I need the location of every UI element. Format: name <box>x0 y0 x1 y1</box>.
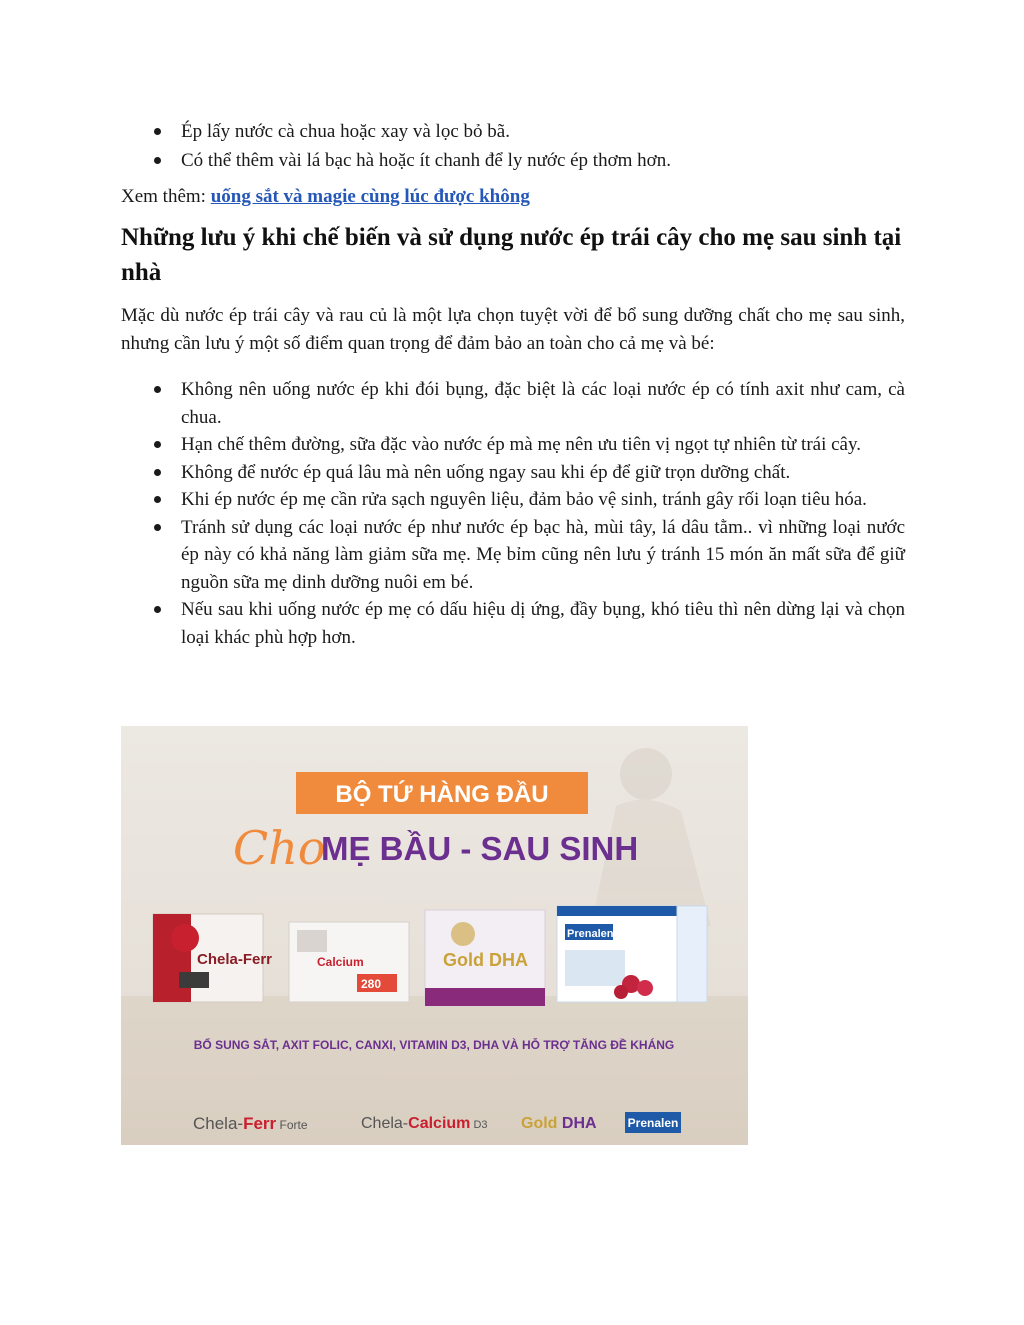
see-more-link[interactable]: uống sắt và magie cùng lúc được không <box>210 186 530 207</box>
logo-prenalen: Prenalen <box>627 1116 679 1130</box>
list-item: Tránh sử dụng các loại nước ép như nước ép bạc hà, mùi tây, lá dâu tằm.. vì những loại nước ép này có khả năng làm giảm sữa mẹ. Mẹ bỉm cũng nên lưu ý tránh 15 món ăn mất sữa để giữ nguồn sữa mẹ dinh dưỡng nuôi em bé. <box>121 514 905 597</box>
product-box-gold-dha <box>425 910 545 1006</box>
list-item: Ép lấy nước cà chua hoặc xay và lọc bỏ bã. <box>121 118 905 147</box>
svg-text:Chela-Ferr: Chela-Ferr <box>197 951 273 968</box>
product-box-prenalen <box>557 906 707 1002</box>
logo-gold-dha: Gold DHA <box>521 1115 597 1132</box>
banner-headline: MẸ BẦU - SAU SINH <box>321 830 639 867</box>
banner-tagline: BỔ SUNG SẮT, AXIT FOLIC, CANXI, VITAMIN D3, DHA VÀ HỖ TRỢ TĂNG ĐỀ KHÁNG <box>193 1038 675 1052</box>
svg-text:Gold DHA: Gold DHA <box>443 950 528 970</box>
product-box-chela-calcium <box>289 922 409 1002</box>
document-body <box>121 118 905 651</box>
see-more-line <box>121 184 905 210</box>
banner-graphic <box>121 726 748 1145</box>
script-word: Cho <box>233 821 326 875</box>
section-heading: Những lưu ý khi chế biến và sử dụng nước ép trái cây cho mẹ sau sinh tại nhà <box>121 224 902 286</box>
logo-chela-ferr: Chela-Ferr Forte <box>193 1114 308 1133</box>
product-banner-image <box>121 726 748 1145</box>
svg-text:Calcium: Calcium <box>317 955 364 969</box>
list-item: Hạn chế thêm đường, sữa đặc vào nước ép mà mẹ nên ưu tiên vị ngọt tự nhiên từ trái cây. <box>121 431 905 459</box>
list-item: Không nên uống nước ép khi đói bụng, đặc biệt là các loại nước ép có tính axit như cam, cà chua. <box>121 376 905 431</box>
calcium-badge: 280 <box>361 977 382 991</box>
product-box-chela-ferr <box>153 914 272 1002</box>
list-item: Không để nước ép quá lâu mà nên uống ngay sau khi ép để giữ trọn dưỡng chất. <box>121 459 905 487</box>
ribbon-text: BỘ TỨ HÀNG ĐẦU <box>335 781 549 808</box>
logo-chela-calcium: Chela-Calcium D3 <box>361 1115 488 1132</box>
svg-text:Prenalen: Prenalen <box>567 928 614 940</box>
notes-list <box>121 376 905 651</box>
intro-paragraph: Mặc dù nước ép trái cây và rau củ là một lựa chọn tuyệt vời để bổ sung dưỡng chất cho mẹ sau sinh, nhưng cần lưu ý một số điểm quan trọng để đảm bảo an toàn cho cả mẹ và bé: <box>121 305 905 354</box>
list-item: Có thể thêm vài lá bạc hà hoặc ít chanh để ly nước ép thơm hơn. <box>121 147 905 176</box>
list-item: Nếu sau khi uống nước ép mẹ có dấu hiệu dị ứng, đầy bụng, khó tiêu thì nên dừng lại và chọn loại khác phù hợp hơn. <box>121 596 905 651</box>
see-more-prefix: Xem thêm: <box>121 186 211 207</box>
list-item: Khi ép nước ép mẹ cần rửa sạch nguyên liệu, đảm bảo vệ sinh, tránh gây rối loạn tiêu hóa. <box>121 486 905 514</box>
top-bullet-list <box>121 118 905 175</box>
